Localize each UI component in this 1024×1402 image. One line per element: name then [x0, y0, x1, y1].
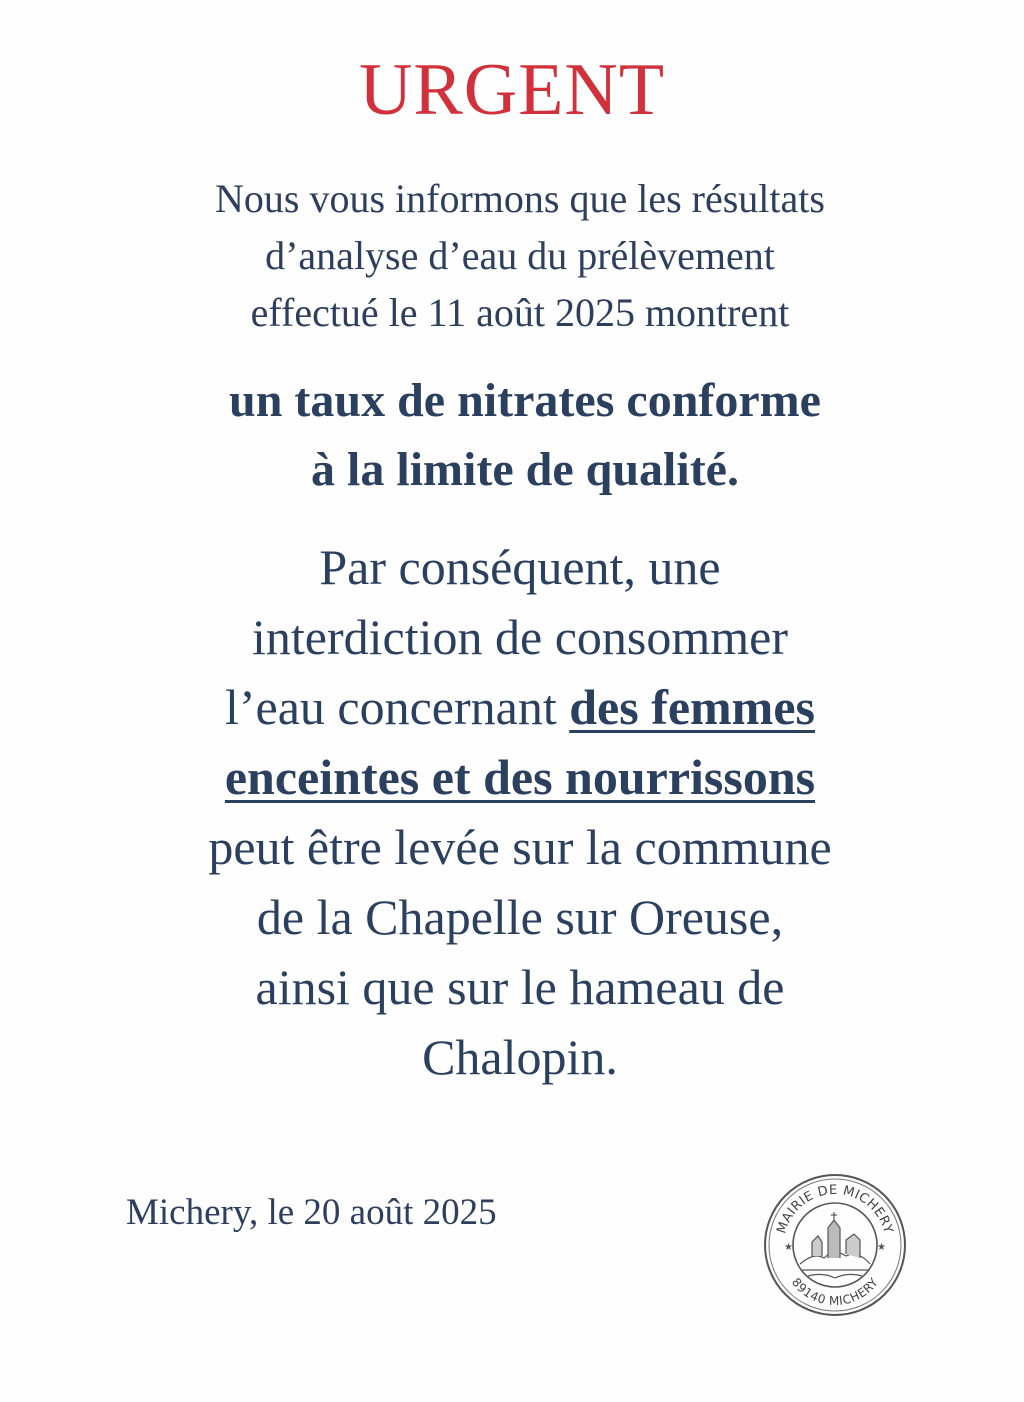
- notice-title: URGENT: [358, 49, 666, 131]
- nitrate-result-statement: [60, 366, 990, 504]
- body-paragraph: [40, 532, 1000, 1092]
- intro-line: d’analyse d’eau du prélèvement: [265, 233, 775, 278]
- svg-text:★: ★: [784, 1242, 793, 1253]
- emphasized-text: enceintes et des nourrissons: [224, 749, 816, 805]
- result-line: un taux de nitrates conforme: [229, 374, 821, 427]
- signature-date: Michery, le 20 août 2025: [126, 1192, 497, 1233]
- intro-paragraph: [100, 170, 940, 341]
- emphasized-text: des femmes: [569, 679, 815, 735]
- body-line-prefix: l’eau concernant: [224, 679, 570, 735]
- mairie-seal-stamp: [762, 1172, 908, 1318]
- result-line: à la limite de qualité.: [311, 443, 739, 496]
- body-line: peut être levée sur la commune: [208, 819, 832, 875]
- intro-line: Nous vous informons que les résultats: [215, 176, 825, 221]
- body-line: [40, 742, 1000, 812]
- body-line: [40, 672, 1000, 742]
- body-line: Chalopin.: [422, 1029, 618, 1085]
- body-line: de la Chapelle sur Oreuse,: [256, 889, 784, 945]
- body-line: Par conséquent, une: [319, 539, 721, 595]
- svg-text:★: ★: [877, 1242, 886, 1253]
- svg-text:MAIRIE DE MICHERY: MAIRIE DE MICHERY: [774, 1182, 896, 1236]
- coat-of-arms-emblem: [800, 1212, 870, 1278]
- body-line: ainsi que sur le hameau de: [255, 959, 785, 1015]
- body-line: interdiction de consommer: [252, 609, 788, 665]
- svg-text:89140 MICHERY: 89140 MICHERY: [788, 1275, 882, 1309]
- intro-line: effectué le 11 août 2025 montrent: [250, 290, 790, 335]
